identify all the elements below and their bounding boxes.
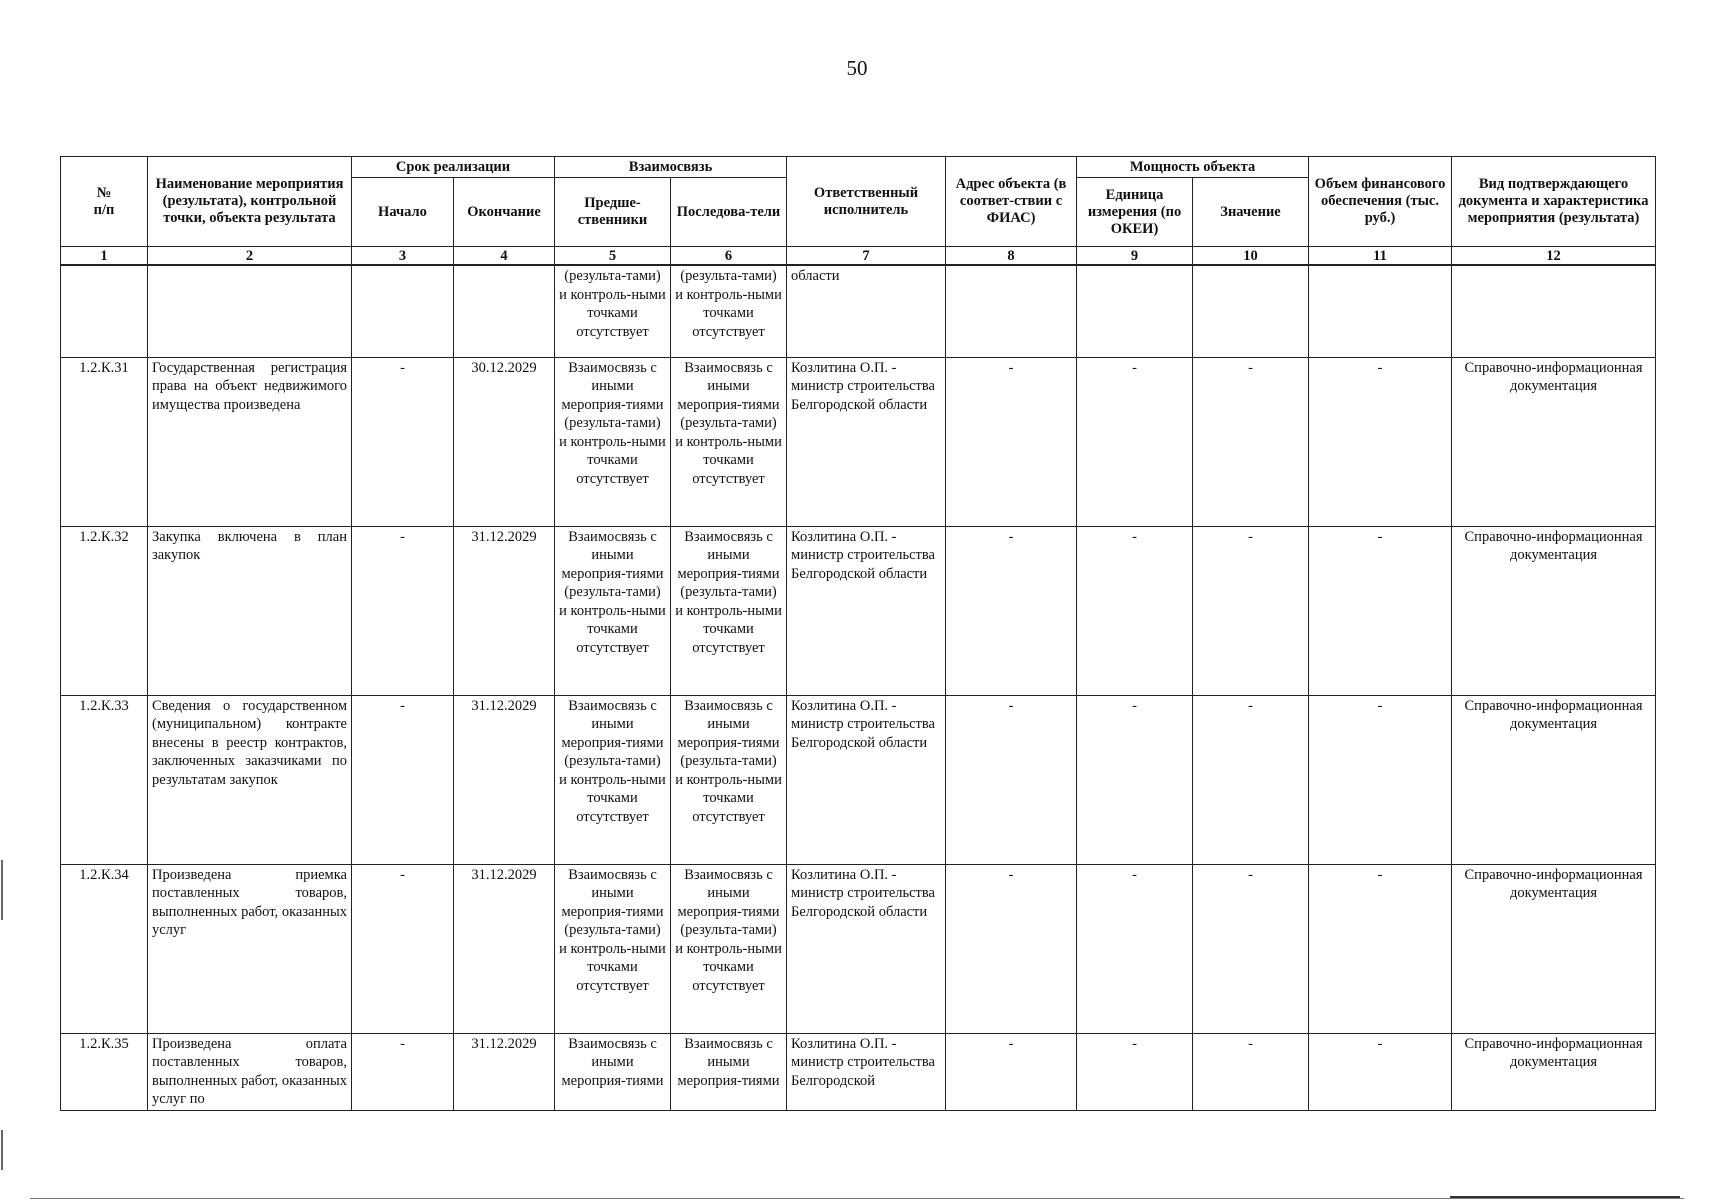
cell-executor: Козлитина О.П. - министр строительства Белгородской области [787,526,946,695]
cell-start: - [352,526,454,695]
cell-doc: Справочно-информационная документация [1452,864,1656,1033]
cell-finance: - [1309,526,1452,695]
table-row [61,1033,1656,1110]
cell-address: - [946,1033,1077,1110]
column-number: 9 [1077,247,1193,266]
cell-num: 1.2.К.31 [61,357,148,526]
cell-end [454,265,555,357]
header-value: Значение [1193,178,1309,247]
cell-start: - [352,1033,454,1110]
cell-value [1193,265,1309,357]
cell-end: 31.12.2029 [454,526,555,695]
cell-address: - [946,357,1077,526]
scan-artifact-line [1450,1196,1680,1198]
cell-doc [1452,265,1656,357]
cell-successors: Взаимосвязь с иными мероприя-тиями (результа-тами) и контроль-ными точками отсутствует [671,695,787,864]
cell-executor: области [787,265,946,357]
table-row-continuation [61,265,1656,357]
column-number: 5 [555,247,671,266]
column-number: 11 [1309,247,1452,266]
header-executor: Ответственный исполнитель [787,157,946,247]
cell-unit [1077,265,1193,357]
cell-successors: (результа-тами) и контроль-ными точками отсутствует [671,265,787,357]
cell-num: 1.2.К.32 [61,526,148,695]
cell-value: - [1193,695,1309,864]
header-name: Наименование мероприятия (результата), контрольной точки, объекта результата [148,157,352,247]
cell-unit: - [1077,357,1193,526]
column-number: 7 [787,247,946,266]
cell-address [946,265,1077,357]
cell-address: - [946,526,1077,695]
cell-executor: Козлитина О.П. - министр строительства Белгородской области [787,695,946,864]
header-link: Взаимосвязь [555,157,787,178]
header-row-top [61,157,1656,178]
cell-finance: - [1309,695,1452,864]
header-capacity: Мощность объекта [1077,157,1309,178]
cell-name: Произведена оплата поставленных товаров, выполненных работ, оказанных услуг по [148,1033,352,1110]
scan-artifact-mark [1,860,3,920]
cell-name: Закупка включена в план закупок [148,526,352,695]
cell-finance: - [1309,357,1452,526]
cell-executor: Козлитина О.П. - министр строительства Белгородской области [787,864,946,1033]
header-unit: Единица измерения (по ОКЕИ) [1077,178,1193,247]
cell-start: - [352,357,454,526]
column-number: 3 [352,247,454,266]
cell-value: - [1193,526,1309,695]
cell-successors: Взаимосвязь с иными мероприя-тиями (результа-тами) и контроль-ными точками отсутствует [671,357,787,526]
cell-end: 31.12.2029 [454,864,555,1033]
header-address: Адрес объекта (в соответ-ствии с ФИАС) [946,157,1077,247]
cell-predecessors: Взаимосвязь с иными мероприя-тиями [555,1033,671,1110]
cell-address: - [946,864,1077,1033]
header-term: Срок реализации [352,157,555,178]
column-number: 10 [1193,247,1309,266]
column-number: 12 [1452,247,1656,266]
cell-num: 1.2.К.35 [61,1033,148,1110]
table-row [61,357,1656,526]
cell-address: - [946,695,1077,864]
table-row [61,526,1656,695]
cell-predecessors: Взаимосвязь с иными мероприя-тиями (результа-тами) и контроль-ными точками отсутствует [555,357,671,526]
cell-unit: - [1077,864,1193,1033]
header-doc: Вид подтверждающего документа и характеристика мероприятия (результата) [1452,157,1656,247]
cell-num: 1.2.К.34 [61,864,148,1033]
header-successors: Последова-тели [671,178,787,247]
header-start: Начало [352,178,454,247]
table-row [61,864,1656,1033]
cell-executor: Козлитина О.П. - министр строительства Белгородской [787,1033,946,1110]
cell-num [61,265,148,357]
cell-finance [1309,265,1452,357]
column-number: 2 [148,247,352,266]
header-end: Окончание [454,178,555,247]
cell-finance: - [1309,1033,1452,1110]
cell-doc: Справочно-информационная документация [1452,526,1656,695]
column-number: 1 [61,247,148,266]
cell-finance: - [1309,864,1452,1033]
cell-doc: Справочно-информационная документация [1452,1033,1656,1110]
cell-start: - [352,864,454,1033]
cell-successors: Взаимосвязь с иными мероприя-тиями (результа-тами) и контроль-ными точками отсутствует [671,526,787,695]
header-finance: Объем финансового обеспечения (тыс. руб.) [1309,157,1452,247]
cell-successors: Взаимосвязь с иными мероприя-тиями (результа-тами) и контроль-ными точками отсутствует [671,864,787,1033]
cell-predecessors: Взаимосвязь с иными мероприя-тиями (результа-тами) и контроль-ными точками отсутствует [555,526,671,695]
cell-value: - [1193,357,1309,526]
column-number-row [61,247,1656,266]
cell-num: 1.2.К.33 [61,695,148,864]
cell-executor: Козлитина О.П. - министр строительства Белгородской области [787,357,946,526]
cell-unit: - [1077,1033,1193,1110]
scan-artifact-mark [1,1130,3,1170]
column-number: 8 [946,247,1077,266]
cell-predecessors: Взаимосвязь с иными мероприя-тиями (результа-тами) и контроль-ными точками отсутствует [555,864,671,1033]
cell-end: 31.12.2029 [454,695,555,864]
table-row [61,695,1656,864]
cell-end: 30.12.2029 [454,357,555,526]
column-number: 4 [454,247,555,266]
cell-name: Государственная регистрация права на объект недвижимого имущества произведена [148,357,352,526]
cell-doc: Справочно-информационная документация [1452,695,1656,864]
cell-predecessors: Взаимосвязь с иными мероприя-тиями (результа-тами) и контроль-ными точками отсутствует [555,695,671,864]
cell-value: - [1193,1033,1309,1110]
column-number: 6 [671,247,787,266]
cell-start [352,265,454,357]
cell-name: Произведена приемка поставленных товаров, выполненных работ, оказанных услуг [148,864,352,1033]
page-number: 50 [846,56,868,80]
cell-value: - [1193,864,1309,1033]
cell-unit: - [1077,526,1193,695]
cell-successors: Взаимосвязь с иными мероприя-тиями [671,1033,787,1110]
header-predecessors: Предше-ственники [555,178,671,247]
cell-doc: Справочно-информационная документация [1452,357,1656,526]
header-num: № п/п [61,157,148,247]
cell-predecessors: (результа-тами) и контроль-ными точками отсутствует [555,265,671,357]
cell-start: - [352,695,454,864]
cell-name: Сведения о государственном (муниципальном) контракте внесены в реестр контрактов, заключенных заказчиками по результатам закупок [148,695,352,864]
cell-end: 31.12.2029 [454,1033,555,1110]
cell-name [148,265,352,357]
cell-unit: - [1077,695,1193,864]
scan-artifact-line [30,1198,1684,1199]
plan-table [60,156,1656,1111]
